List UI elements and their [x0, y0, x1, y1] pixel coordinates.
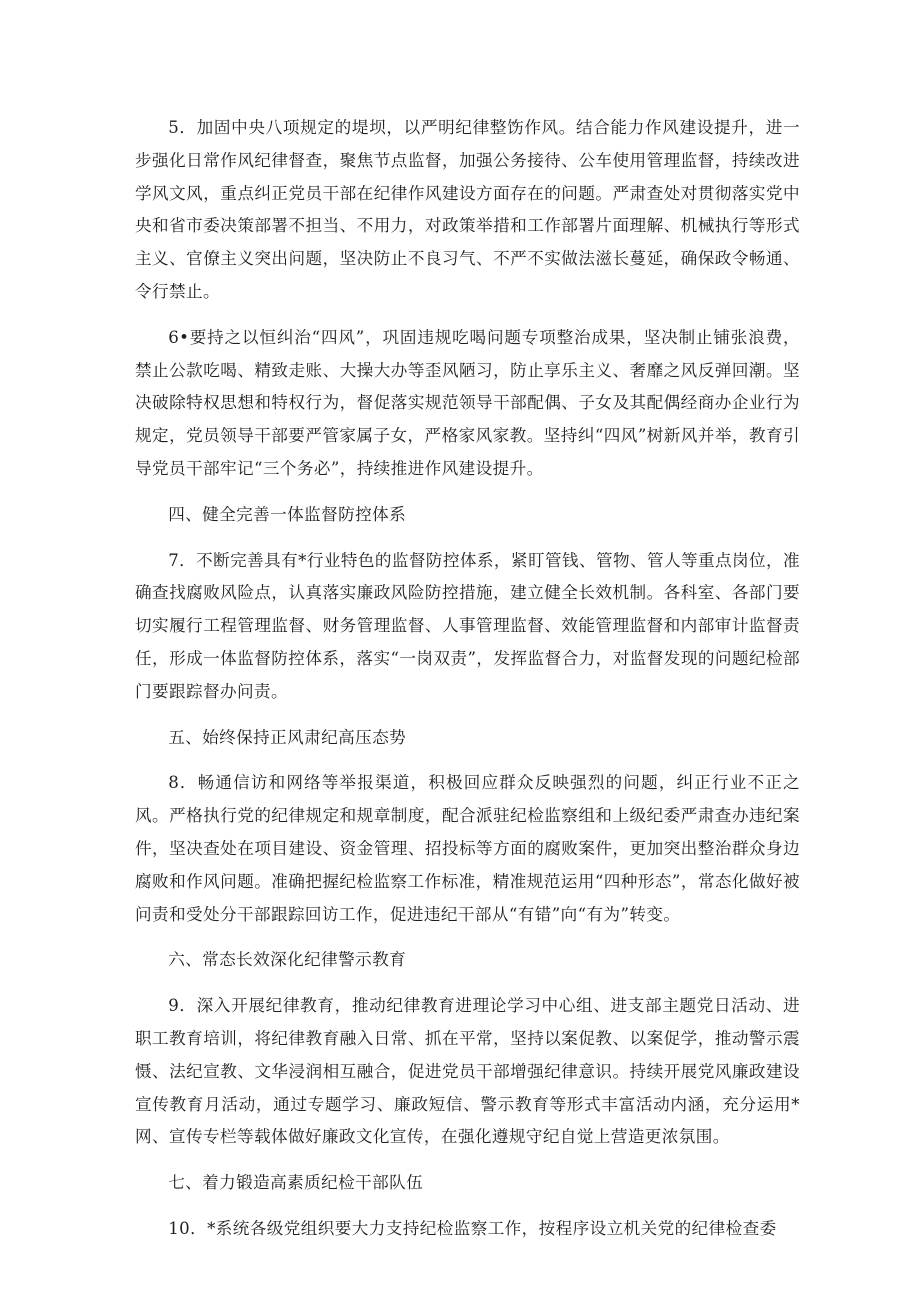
paragraph-9: 9．深入开展纪律教育，推动纪律教育进理论学习中心组、进支部主题党日活动、进职工教育培训，将纪律教育融入日常、抓在平常，坚持以案促教、以案促学，推动警示震慑、法纪宣教、文华浸润相互融合，促进党员干部增强纪律意识。持续开展党风廉政建设宣传教育月活动，通过专题学习、廉政短信、警示教育等形式丰富活动内涵，充分运用*网、宣传专栏等载体做好廉政文化宣传，在强化遵规守纪自觉上营造更浓氛围。 — [135, 996, 800, 1147]
section-heading-6: 六、常态长效深化纪律警示教育 — [168, 950, 407, 970]
paragraph-6: 6•要持之以恒纠治“四风”，巩固违规吃喝问题专项整治成果，坚决制止铺张浪费，禁止公款吃喝、精致走账、大操大办等歪风陋习，防止享乐主义、奢靡之风反弹回潮。坚决破除特权思想和特权行为，督促落实规范领导干部配偶、子女及其配偶经商办企业行为规定，党员领导干部要严管家属子女，严格家风家教。坚持纠“四风”树新风并举，教育引导党员干部牢记“三个务必”，持续推进作风建设提升。 — [135, 327, 800, 478]
document-body — [135, 112, 800, 1259]
section-heading-5: 五、始终保持正风肃纪高压态势 — [168, 727, 407, 747]
section-heading-7: 七、着力锻造高素质纪检干部队伍 — [168, 1173, 424, 1193]
paragraph-10: 10．*系统各级党组织要大力支持纪检监察工作，按程序设立机关党的纪律检查委 — [168, 1218, 777, 1238]
paragraph-8: 8．畅通信访和网络等举报渠道，积极回应群众反映强烈的问题，纠正行业不正之风。严格执行党的纪律规定和规章制度，配合派驻纪检监察组和上级纪委严肃查办违纪案件，坚决查处在项目建设、资金管理、招投标等方面的腐败案件，更加突出整治群众身边腐败和作风问题。准确把握纪检监察工作标准，精准规范运用“四种形态”，常态化做好被问责和受处分干部跟踪回访工作，促进违纪干部从“有错”向“有为”转变。 — [135, 773, 800, 924]
paragraph-7: 7．不断完善具有*行业特色的监督防控体系，紧盯管钱、管物、管人等重点岗位，准确查找腐败风险点，认真落实廉政风险防控措施，建立健全长效机制。各科室、各部门要切实履行工程管理监督、财务管理监督、人事管理监督、效能管理监督和内部审计监督责任，形成一体监督防控体系，落实“一岗双责”，发挥监督合力，对监督发现的问题纪检部门要跟踪督办问责。 — [135, 550, 800, 701]
section-heading-4: 四、健全完善一体监督防控体系 — [168, 504, 407, 524]
paragraph-5: 5．加固中央八项规定的堤坝，以严明纪律整饬作风。结合能力作风建设提升，进一步强化日常作风纪律督查，聚焦节点监督，加强公务接待、公车使用管理监督，持续改进学风文风，重点纠正党员干部在纪律作风建设方面存在的问题。严肃查处对贯彻落实党中央和省市委决策部署不担当、不用力，对政策举措和工作部署片面理解、机械执行等形式主义、官僚主义突出问题，坚决防止不良习气、不严不实做法滋长蔓延，确保政令畅通、令行禁止。 — [135, 118, 800, 301]
